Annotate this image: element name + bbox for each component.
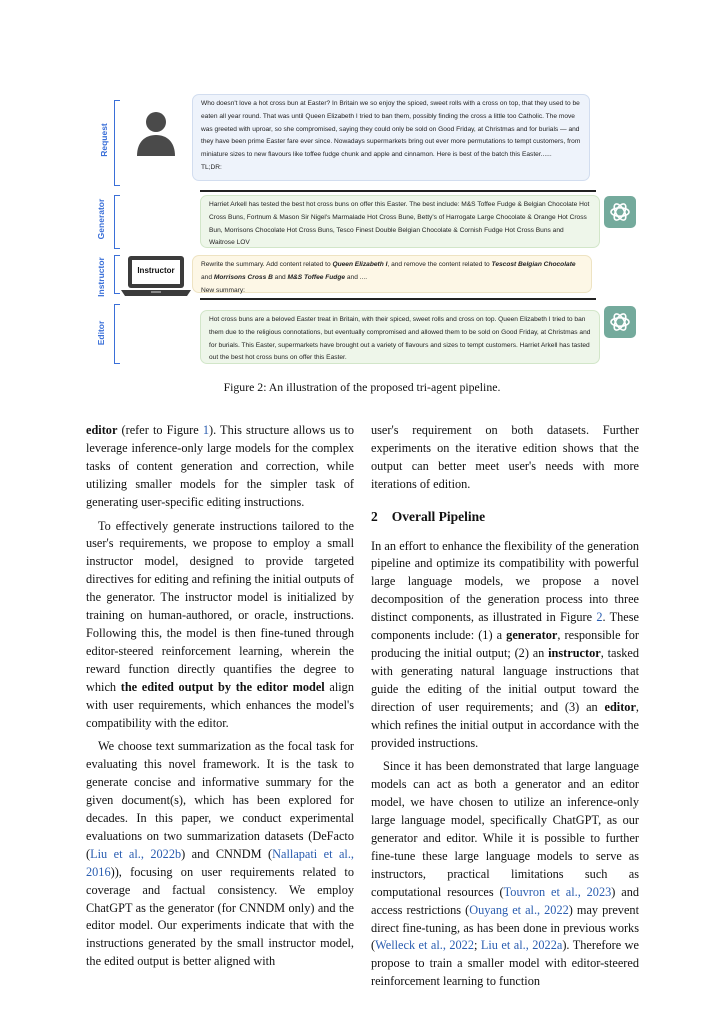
laptop-label: Instructor — [137, 266, 175, 275]
bold-term: editor — [86, 423, 118, 437]
citation-link[interactable]: Nallapati et al., 2016 — [86, 846, 354, 879]
text: . These components include: (1) a — [371, 610, 639, 643]
figure-ref-link[interactable]: 1 — [202, 423, 209, 437]
paragraph — [86, 738, 354, 971]
instructor-em: Queen Elizabeth I — [332, 261, 388, 268]
paragraph — [371, 758, 639, 991]
bold-term: editor — [604, 699, 636, 714]
text: In an effort to enhance the flexibility of the generation pipeline and optimize its compatibility with powerful large language models, we propose a novel decomposition of the generation process into three distinct components, as illustrated in Figure — [371, 538, 639, 625]
text: , responsible for producing the initial output; (2) an — [371, 628, 639, 660]
separator-1 — [200, 190, 596, 192]
generator-bubble — [200, 195, 600, 248]
editor-text: Hot cross buns are a beloved Easter treat in Britain, with their spiced, sweet rolls and cross on top. Queen Elizabeth I tried to ban them due to the religious connotations, but eventually compromised and allowed them to be sold on Good Friday, at Christmas and for burials. This Easter, supermarkets have brought out a variety of flavours and sizes to tempt customers. Harriet Arkell has tasted out the best hot cross buns on offer this Easter. — [209, 316, 591, 362]
section-heading — [371, 508, 639, 526]
text: ; — [473, 938, 481, 953]
left-column — [86, 422, 354, 971]
paragraph — [371, 538, 639, 753]
separator-2 — [200, 298, 596, 300]
instructor-newsummary: New summary: — [201, 286, 245, 294]
text: ). This structure allows us to leverage inference-only large models for the complex tasks of content generation and correction, while utilizing smaller models for the simpler task of generating user-specific editing instructions. — [86, 423, 354, 509]
paragraph — [86, 518, 354, 733]
figure-ref-link[interactable]: 2 — [596, 610, 603, 625]
bracket-instructor — [114, 255, 120, 294]
text: , tasked with generating natural language instructions that guide the editing of the initial output toward the direction of user requirements; and (3) an — [371, 645, 639, 714]
section-number: 2 — [371, 508, 378, 524]
generator-text: Harriet Arkell has tested the best hot cross buns on offer this Easter. The best include: M&S Toffee Fudge & Belgian Chocolate Hot Cross Buns, Fortnum & Mason Sir Nigel's Marmalade Hot Cross Bune, Betty's of Harrogate Large Chocolate & Orange Hot Cross Bun, Morrisons Chocolate Hot Cross Buns, Tesco Finest Double Belgian Chocolate & Cornish Fudge Hot Cross Buns and Waitrose LOV — [209, 201, 590, 247]
text: align with user requirements, which enhances the model's compatibility with the editor. — [86, 679, 354, 730]
label-editor: Editor — [96, 320, 106, 346]
request-tldr: TL;DR: — [201, 163, 222, 171]
citation-link[interactable]: Touvron et al., 2023 — [503, 884, 612, 899]
text: To effectively generate instructions tailored to the user's requirements, we propose to employ a small instructor model, designed to provide targeted directives for editing and refining the initial outputs of the generator. The instructor model is initialized by training on human-authored, or oracle, instructions. Following this, the model is then fine-tuned through editor-steered reinforcement learning, wherein the reward function directly quantifies the degree to which — [86, 518, 354, 694]
citation-link[interactable]: Ouyang et al., 2022 — [469, 902, 569, 917]
text: )), focusing on user requirements related to coverage and factual consistency. We employ ChatGPT as the generator (for CNNDM only) and the editor model. Our experiments indicate that with the instructions generated by the small instructor model, the edited output is better aligned with — [86, 864, 354, 969]
instructor-text: and .... — [345, 273, 368, 281]
paragraph — [86, 422, 354, 512]
citation-link[interactable]: Liu et al., 2022b — [90, 846, 182, 861]
right-column — [371, 422, 639, 991]
text: Since it has been demonstrated that large language models can act as both a generator and an editor model, we have chosen to utilize an inference-only large language model, specifically ChatGPT, as our generator and editor. While it is possible to further fine-tune these large language models to serve as instructors, practical limitations such as computational resources ( — [371, 759, 639, 899]
chatgpt-icon — [604, 196, 636, 228]
request-bubble — [192, 94, 590, 181]
citation-link[interactable]: Liu et al., 2022a — [480, 938, 563, 953]
bracket-request — [114, 100, 120, 186]
text: (refer to Figure — [117, 423, 203, 437]
text: ) and CNNDM ( — [181, 846, 273, 861]
user-icon — [135, 110, 177, 158]
request-text: Who doesn't love a hot cross bun at Easter? In Britain we so enjoy the spiced, sweet rolls with a cross on top, that they used to be eaten all year round. That was until Queen Elizabeth I tried to ban them, possibly finding the cross a little too Catholic. The move was greeted with uproar, so she compromised, saying they could only be sold on Good Friday, at Christmas and for burials — and they have been prime Easter fare ever since. Nowadays supermarkets bring out ever more permutations to tempt customers, from miniature sizes to new flavours like toffee fudge chunk and apple and cinnamon. Here is best of the batch this Easter...... — [201, 100, 581, 159]
text: ) and access restrictions ( — [371, 884, 639, 917]
bold-term: instructor — [548, 645, 601, 660]
instructor-bubble — [192, 255, 592, 293]
instructor-text: , and remove the content related to — [387, 261, 492, 268]
instructor-text: and — [201, 273, 214, 281]
instructor-em: Morrisons Cross B — [213, 273, 273, 281]
bold-term: generator — [506, 628, 558, 643]
citation-link[interactable]: Welleck et al., 2022 — [375, 938, 474, 953]
instructor-text: and — [272, 273, 288, 281]
text: We choose text summarization as the focal task for evaluating this novel framework. It is the task to generate concise and informative summary for the given document(s), which has been explored for decades. In this paper, we conduct experimental evaluations on two summarization datasets (DeFacto ( — [86, 739, 354, 861]
instructor-em: Tescost Belgian Chocolate — [491, 261, 576, 268]
label-instructor: Instructor — [96, 257, 106, 297]
bold-term: the edited output by the editor model — [120, 679, 325, 694]
chatgpt-icon — [604, 306, 636, 338]
editor-bubble — [200, 310, 600, 364]
instructor-em: M&S Toffee Fudge — [287, 273, 346, 281]
text: , which refines the initial output in accordance with the provided instructions. — [371, 699, 639, 750]
paragraph: user's requirement on both datasets. Further experiments on the iterative edition shows that the output can better meet user's needs with more iterations of edition. — [371, 423, 639, 491]
bracket-generator — [114, 195, 120, 249]
text: ). Therefore we propose to train a smaller model with editor-steered reinforcement learning to function — [371, 938, 639, 989]
bracket-editor — [114, 304, 120, 364]
text: ) may prevent direct fine-tuning, as has been done in previous works ( — [371, 902, 639, 953]
laptop-icon — [121, 254, 191, 298]
section-title: Overall Pipeline — [391, 508, 486, 524]
label-request: Request — [99, 123, 109, 157]
figure-caption: Figure 2: An illustration of the proposed tri-agent pipeline. — [223, 380, 501, 394]
instructor-text: Rewrite the summary. Add content related to — [201, 261, 333, 268]
label-generator: Generator — [96, 198, 106, 240]
